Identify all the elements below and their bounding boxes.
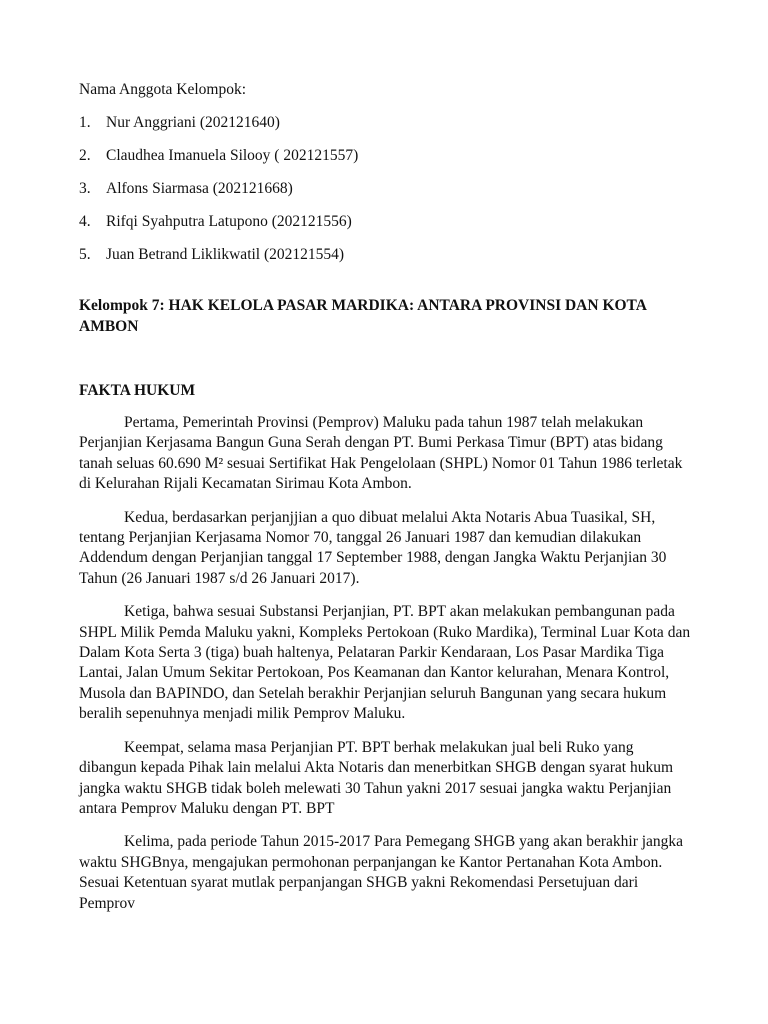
list-number: 1.	[79, 114, 91, 131]
paragraph-ketiga: Ketiga, bahwa sesuai Substansi Perjanjian, PT. BPT akan melakukan pembangunan pada SHPL Milik Pemda Maluku yakni, Kompleks Pertokoan (Ruko Mardika), Terminal Luar Kota dan Dalam Kota Serta 3 (tiga) buah haltenya, Pelataran Parkir Kendaraan, Los Pasar Mardika Tiga Lantai, Jalan Umum Sekitar Pertokoan, Pos Keamanan dan Kantor kelurahan, Menara Kontrol, Musola dan BAPINDO, dan Setelah berakhir Perjanjian seluruh Bangunan yang secara hukum beralih sepenuhnya menjadi milik Pemprov Maluku.	[79, 603, 691, 723]
member-name: Juan Betrand Liklikwatil (202121554)	[106, 246, 345, 263]
list-item	[79, 179, 691, 199]
list-item	[79, 245, 691, 265]
paragraph-kelima: Kelima, pada periode Tahun 2015-2017 Para Pemegang SHGB yang akan berakhir jangka waktu SHGBnya, mengajukan permohonan perpanjangan ke Kantor Pertanahan Kota Ambon. Sesuai Ketentuan syarat mutlak perpanjangan SHGB yakni Rekomendasi Persetujuan dari Pemprov	[79, 833, 684, 912]
member-name: Alfons Siarmasa (202121668)	[106, 180, 293, 197]
member-name: Claudhea Imanuela Silooy ( 202121557)	[106, 147, 359, 164]
paragraph-pertama: Pertama, Pemerintah Provinsi (Pemprov) Maluku pada tahun 1987 telah melakukan Perjanjian Kerjasama Bangun Guna Serah dengan PT. Bumi Perkasa Timur (BPT) atas bidang tanah seluas 60.690 M² sesuai Sertifikat Hak Pengelolaan (SHPL) Nomor 01 Tahun 1986 terletak di Kelurahan Rijali Kecamatan Sirimau Kota Ambon.	[79, 414, 683, 493]
list-number: 5.	[79, 246, 91, 263]
paragraph-keempat: Keempat, selama masa Perjanjian PT. BPT berhak melakukan jual beli Ruko yang dibangun kepada Pihak lain melalui Akta Notaris dan menerbitkan SHGB dengan syarat hukum jangka waktu SHGB tidak boleh melewati 30 Tahun yakni 2017 sesuai jangka waktu Perjanjian antara Pemprov Maluku dengan PT. BPT	[79, 738, 674, 817]
list-number: 3.	[79, 180, 91, 197]
list-number: 4.	[79, 213, 91, 230]
paragraph-kedua: Kedua, berdasarkan perjanjjian a quo dibuat melalui Akta Notaris Abua Tuasikal, SH, tentang Perjanjian Kerjasama Nomor 70, tanggal 26 Januari 1987 dan kemudian dilakukan Addendum dengan Perjanjian tanggal 17 September 1988, dengan Jangka Waktu Perjanjian 30 Tahun (26 Januari 1987 s/d 26 Januari 2017).	[79, 508, 667, 587]
list-item	[79, 113, 691, 133]
list-number: 2.	[79, 147, 91, 164]
members-heading: Nama Anggota Kelompok:	[79, 81, 247, 98]
member-name: Nur Anggriani (202121640)	[106, 114, 280, 131]
list-item	[79, 212, 691, 232]
member-list	[79, 113, 691, 265]
section-title: FAKTA HUKUM	[79, 382, 196, 399]
document-page	[79, 80, 691, 914]
group-title: Kelompok 7: HAK KELOLA PASAR MARDIKA: ANTARA PROVINSI DAN KOTA AMBON	[79, 297, 647, 335]
list-item	[79, 146, 691, 166]
member-name: Rifqi Syahputra Latupono (202121556)	[106, 213, 352, 230]
